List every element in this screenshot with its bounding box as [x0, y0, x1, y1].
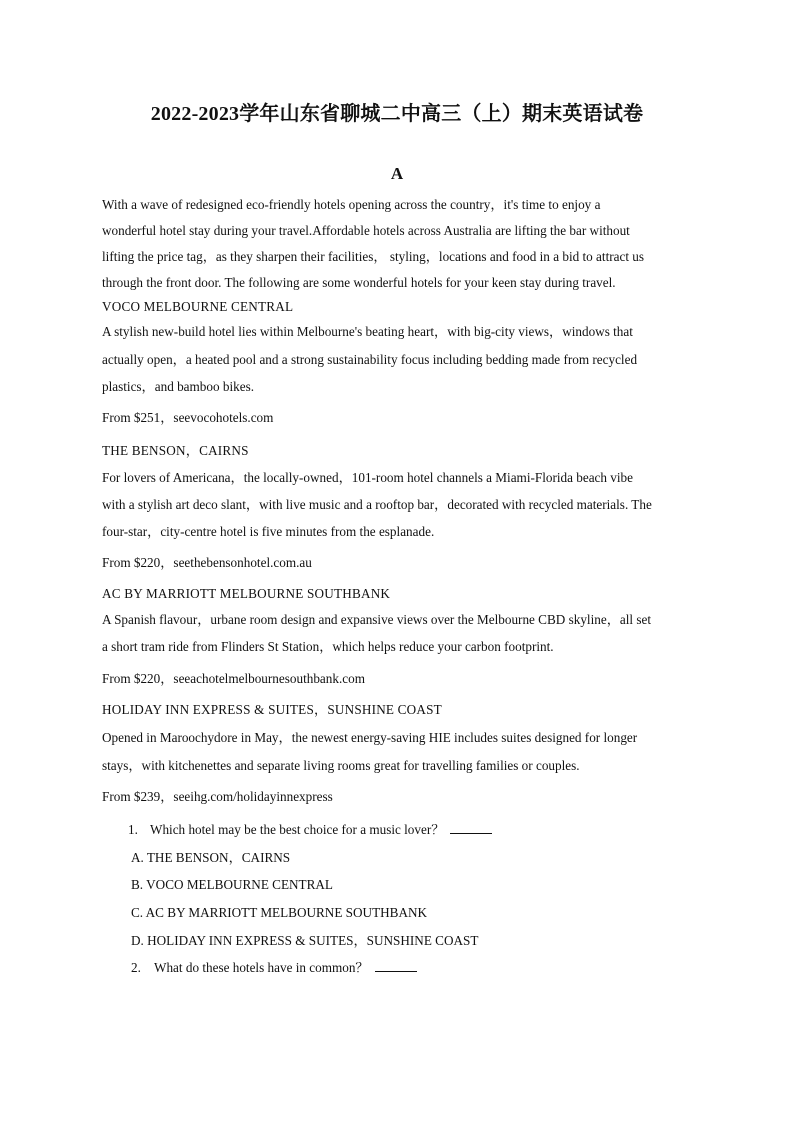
intro-line: through the front door. The following are some wonderful hotels for your keen stay during travel. [102, 275, 616, 290]
hotel-name: THE BENSON，CAIRNS [102, 443, 249, 458]
hotel-description-line: Opened in Maroochydore in May，the newest energy-saving HIE includes suites designed for longer [102, 730, 638, 745]
hotel-description-line: For lovers of Americana，the locally-owned，101-room hotel channels a Miami-Florida beach vibe [102, 470, 634, 485]
intro-line: With a wave of redesigned eco-friendly hotels opening across the country，it's time to enjoy a [102, 197, 601, 212]
question-text [150, 821, 492, 839]
answer-option: D. HOLIDAY INN EXPRESS & SUITES，SUNSHINE COAST [131, 933, 479, 948]
section-heading: A [390, 164, 404, 183]
question-stem: Which hotel may be the best choice for a music lover？ [150, 822, 445, 837]
intro-line: wonderful hotel stay during your travel.Affordable hotels across Australia are lifting the bar without [102, 223, 630, 238]
question-stem: What do these hotels have in common？ [154, 960, 369, 975]
answer-blank [375, 959, 417, 972]
hotel-name: AC BY MARRIOTT MELBOURNE SOUTHBANK [102, 586, 391, 601]
hotel-price: From $239，seeihg.com/holidayinnexpress [102, 789, 333, 804]
hotel-price: From $251，seevocohotels.com [102, 410, 274, 425]
hotel-price: From $220，seethebensonhotel.com.au [102, 555, 312, 570]
hotel-description-line: plastics，and bamboo bikes. [102, 379, 254, 394]
hotel-name: HOLIDAY INN EXPRESS & SUITES，SUNSHINE COAST [102, 702, 442, 717]
question-text [154, 959, 417, 977]
hotel-description-line: four-star，city-centre hotel is five minutes from the esplanade. [102, 524, 435, 539]
question-number: 2. [131, 960, 141, 975]
answer-option: B. VOCO MELBOURNE CENTRAL [131, 877, 333, 892]
answer-blank [450, 821, 492, 834]
hotel-description-line: with a stylish art deco slant，with live music and a rooftop bar，decorated with recycled materials. The [102, 497, 652, 512]
question-number: 1. [128, 822, 138, 837]
hotel-description-line: A Spanish flavour，urbane room design and expansive views over the Melbourne CBD skyline，all set [102, 612, 652, 627]
hotel-description-line: A stylish new-build hotel lies within Melbourne's beating heart，with big-city views，windows that [102, 324, 633, 339]
answer-option: A. THE BENSON，CAIRNS [131, 850, 291, 865]
page-title: 2022-2023学年山东省聊城二中高三（上）期末英语试卷 [150, 103, 644, 125]
hotel-name: VOCO MELBOURNE CENTRAL [102, 299, 294, 314]
hotel-description-line: a short tram ride from Flinders St Station，which helps reduce your carbon footprint. [102, 639, 554, 654]
hotel-price: From $220，seeachotelmelbournesouthbank.com [102, 671, 365, 686]
answer-option: C. AC BY MARRIOTT MELBOURNE SOUTHBANK [131, 905, 428, 920]
hotel-description-line: actually open，a heated pool and a strong sustainability focus including bedding made from recycled [102, 352, 638, 367]
hotel-description-line: stays，with kitchenettes and separate living rooms great for travelling families or couples. [102, 758, 580, 773]
intro-line: lifting the price tag，as they sharpen their facilities， styling，locations and food in a bid to attract us [102, 249, 645, 264]
